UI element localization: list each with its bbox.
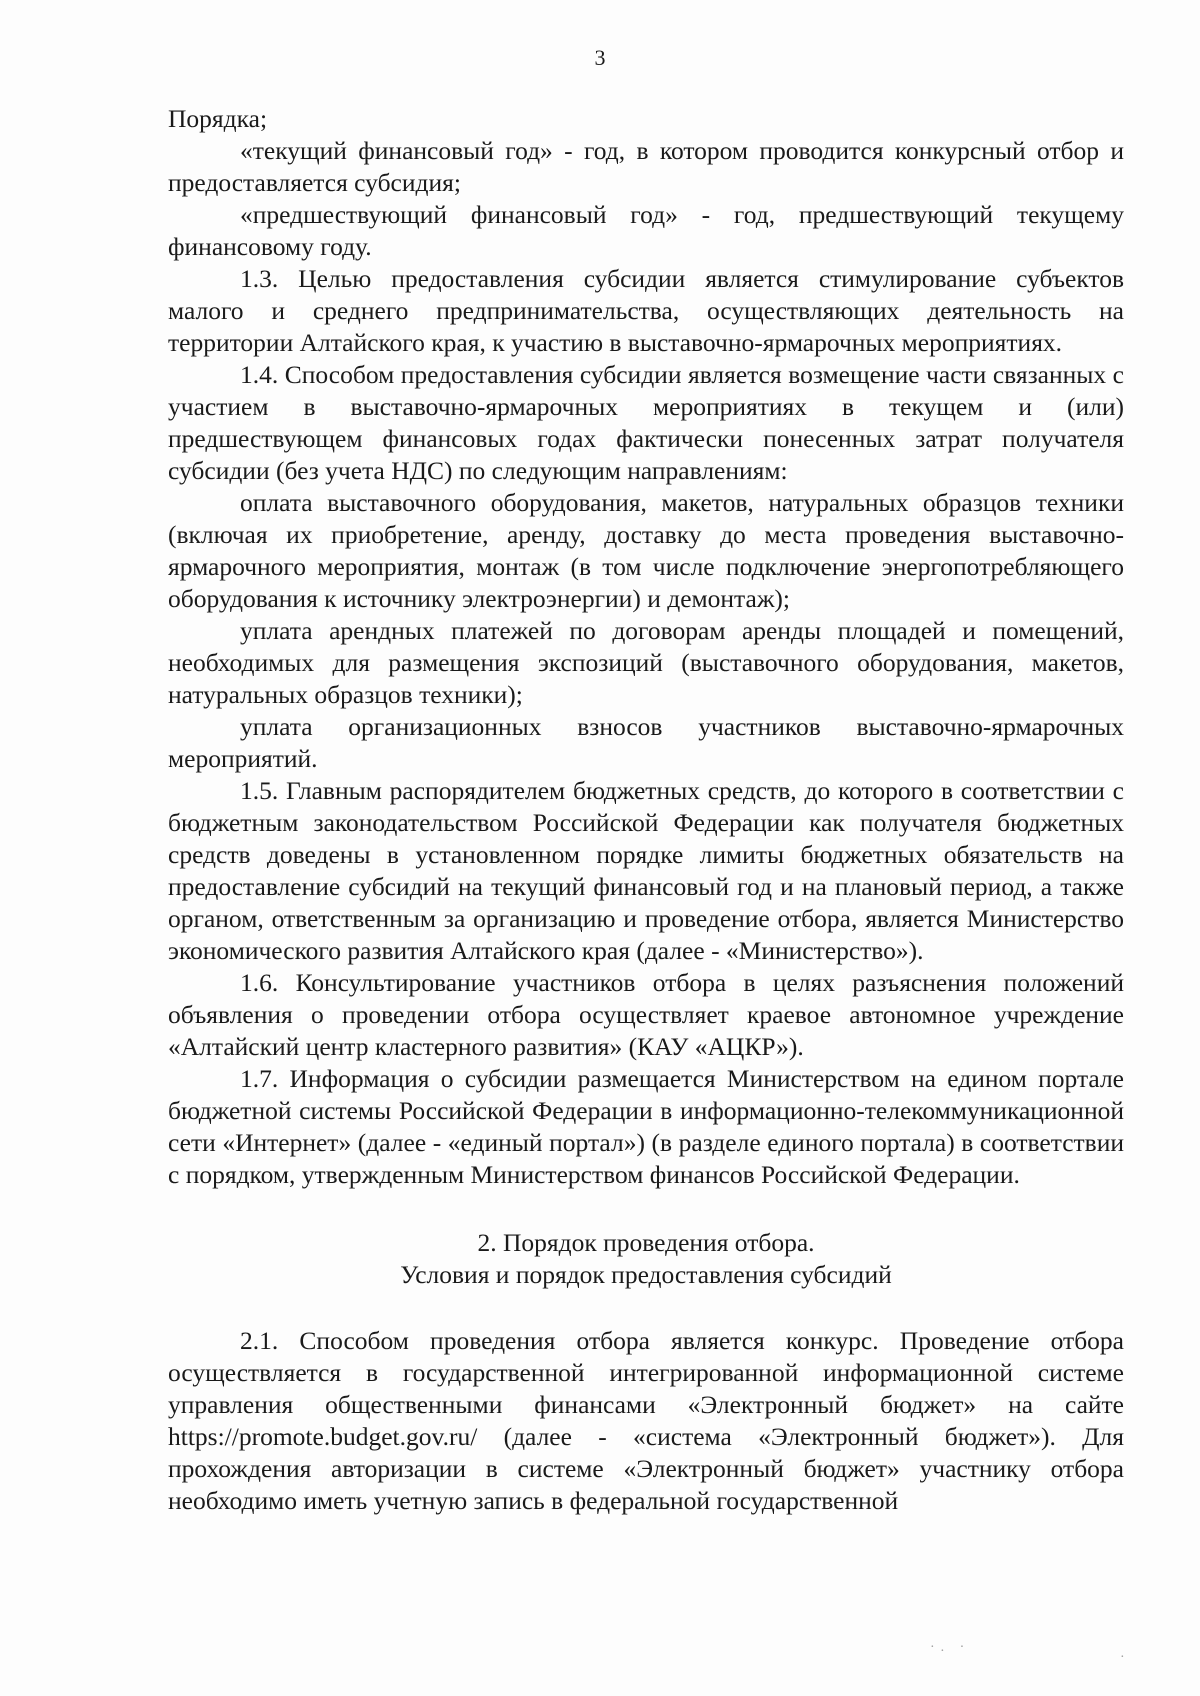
section-heading-line1: 2. Порядок проведения отбора.: [477, 1228, 815, 1257]
scan-speck: ·. ·: [930, 1640, 971, 1655]
paragraph-organizational-fees: уплата организационных взносов участников выставочно-ярмарочных мероприятий.: [168, 712, 1124, 773]
paragraph-equipment-payment: оплата выставочного оборудования, макетов, натуральных образцов техники (включая их приобретение, аренду, доставку до места проведения выставочно-ярмарочного мероприятия, монтаж (в том числе подключение энергопотребляющего оборудования к источнику электроэнергии) и демонтаж);: [168, 488, 1124, 613]
scan-speck: ·: [1120, 1650, 1131, 1665]
paragraph-1-3-purpose: 1.3. Целью предоставления субсидии является стимулирование субъектов малого и среднего предпринимательства, осуществляющих деятельность на территории Алтайского края, к участию в выставочно-ярмарочных мероприятиях.: [168, 264, 1124, 357]
section-heading-line2: Условия и порядок предоставления субсидий: [400, 1260, 892, 1289]
paragraph-1-7-information: 1.7. Информация о субсидии размещается Министерством на едином портале бюджетной системы Российской Федерации в информационно-телекоммуникационной сети «Интернет» (далее - «единый портал») (в разделе единого портала) в соответствии с порядком, утвержденным Министерством финансов Российской Федерации.: [168, 1064, 1124, 1189]
paragraph-2-1-selection-method: 2.1. Способом проведения отбора является конкурс. Проведение отбора осуществляется в государственной интегрированной информационной системе управления общественными финансами «Электронный бюджет» на сайте https://promote.budget.gov.ru/ (далее - «система «Электронный бюджет»). Для прохождения авторизации в системе «Электронный бюджет» участнику отбора необходимо иметь учетную запись в федеральной государственной: [168, 1326, 1124, 1515]
paragraph-rent-payment: уплата арендных платежей по договорам аренды площадей и помещений, необходимых для размещения экспозиций (выставочного оборудования, макетов, натуральных образцов техники);: [168, 616, 1124, 709]
paragraph-1-6-consulting: 1.6. Консультирование участников отбора в целях разъяснения положений объявления о проведении отбора осуществляет краевое автономное учреждение «Алтайский центр кластерного развития» (КАУ «АЦКР»).: [168, 968, 1124, 1061]
page-number: 3: [594, 45, 606, 70]
paragraph-order-continuation: Порядка;: [168, 104, 268, 133]
section-heading: [168, 1227, 1124, 1291]
paragraph-1-5-main-manager: 1.5. Главным распорядителем бюджетных средств, до которого в соответствии с бюджетным законодательством Российской Федерации как получателя бюджетных средств доведены в установленном порядке лимиты бюджетных обязательств на предоставление субсидий на текущий финансовый год и на плановый период, а также органом, ответственным за организацию и проведение отбора, является Министерство экономического развития Алтайского края (далее - «Министерство»).: [168, 776, 1124, 965]
paragraph-current-fiscal-year: «текущий финансовый год» - год, в котором проводится конкурсный отбор и предоставляется субсидия;: [168, 136, 1124, 197]
document-body: [168, 103, 1124, 1517]
paragraph-previous-fiscal-year: «предшествующий финансовый год» - год, предшествующий текущему финансовому году.: [168, 200, 1124, 261]
paragraph-1-4-method: 1.4. Способом предоставления субсидии является возмещение части связанных с участием в выставочно-ярмарочных мероприятиях в текущем и (или) предшествующем финансовых годах фактически понесенных затрат получателя субсидии (без учета НДС) по следующим направлениям:: [168, 360, 1124, 485]
